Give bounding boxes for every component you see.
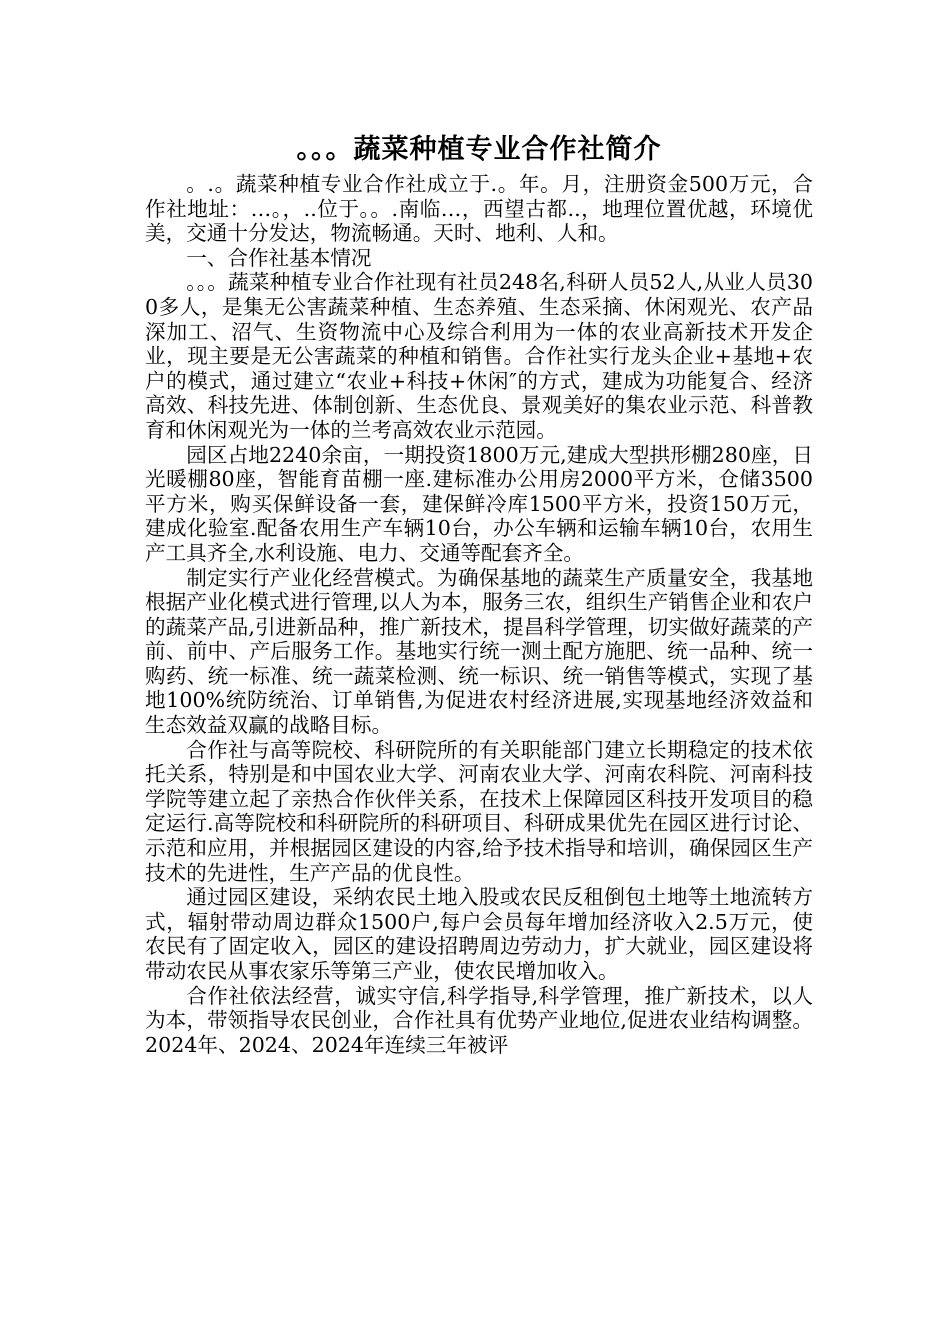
paragraph-industrial-model: 制定实行产业化经营模式。为确保基地的蔬菜生产质量安全，我基地根据产业化模式进行管理,以人为本，服务三农，组织生产销售企业和农户的蔬菜产品,引进新品种，推广新技术，提昌科学管理，切实做好蔬菜的产前、前中、产后服务工作。基地实行统一测土配方施肥、统一品种、统一购药、统一标准、统一蔬菜检测、统一标识、统一销售等模式，实现了基地100%统防统治、订单销售,为促进农村经济进展,实现基地经济效益和生态效益双赢的战略目标。 <box>145 565 813 738</box>
paragraph-land-transfer: 通过园区建设，采纳农民土地入股或农民反租倒包土地等土地流转方式，辐射带动周边群众1500户,每户会员每年增加经济收入2.5万元，使农民有了固定收入，园区的建设招聘周边劳动力，扩大就业，园区建设将带动农民从事农家乐等第三产业，使农民增加收入。 <box>145 885 813 983</box>
document-title: 。。。蔬菜种植专业合作社简介 <box>296 134 662 165</box>
section-heading-basic-info: 一、合作社基本情况 <box>186 245 372 270</box>
paragraph-overview: 。。。蔬菜种植专业合作社现有社员248名,科研人员52人,从业人员300多人，是集无公害蔬菜种植、生态养殖、生态采摘、休闲观光、农产品深加工、沼气、生资物流中心及综合利用为一体的农业高新技术开发企业，现主要是无公害蔬菜的种植和销售。合作社实行龙头企业+基地+农户的模式，通过建立“农业+科技+休闲″的方式，建成为功能复合、经济高效、科技先进、体制创新、生态优良、景观美好的集农业示范、科普教育和休闲观光为一体的兰考高效农业示范园。 <box>145 270 813 442</box>
paragraph-honors: 合作社依法经营，诚实守信,科学指导,科学管理，推广新技术，以人为本，带领指导农民创业，合作社具有优势产业地位,促进农业结构调整。2024年、2024、2024年连续三年被评 <box>145 983 813 1057</box>
intro-paragraph: 。.。蔬菜种植专业合作社成立于.。年。月，注册资金500万元，合作社地址：…。，..位于。。.南临…，西望古都..，地理位置优越，环境优美，交通十分发达，物流畅通。天时、地利、人和。 <box>145 172 813 246</box>
document-page <box>145 128 813 1057</box>
paragraph-park-facilities: 园区占地2240余亩，一期投资1800万元,建成大型拱形棚280座，日光暖棚80座，智能育苗棚一座.建标准办公用房2000平方米，仓储3500平方米，购买保鲜设备一套，建保鲜冷库1500平方米，投资150万元，建成化验室.配备农用生产车辆10台，办公车辆和运输车辆10台，农用生产工具齐全,水利设施、电力、交通等配套齐全。 <box>145 442 813 565</box>
paragraph-research-partners: 合作社与高等院校、科研院所的有关职能部门建立长期稳定的技术依托关系，特别是和中国农业大学、河南农业大学、河南农科院、河南科技学院等建立起了亲热合作伙伴关系，在技术上保障园区科技开发项目的稳定运行.高等院校和科研院所的科研项目、科研成果优先在园区进行讨论、示范和应用，并根据园区建设的内容,给予技术指导和培训，确保园区生产技术的先进性，生产产品的优良性。 <box>145 737 813 885</box>
